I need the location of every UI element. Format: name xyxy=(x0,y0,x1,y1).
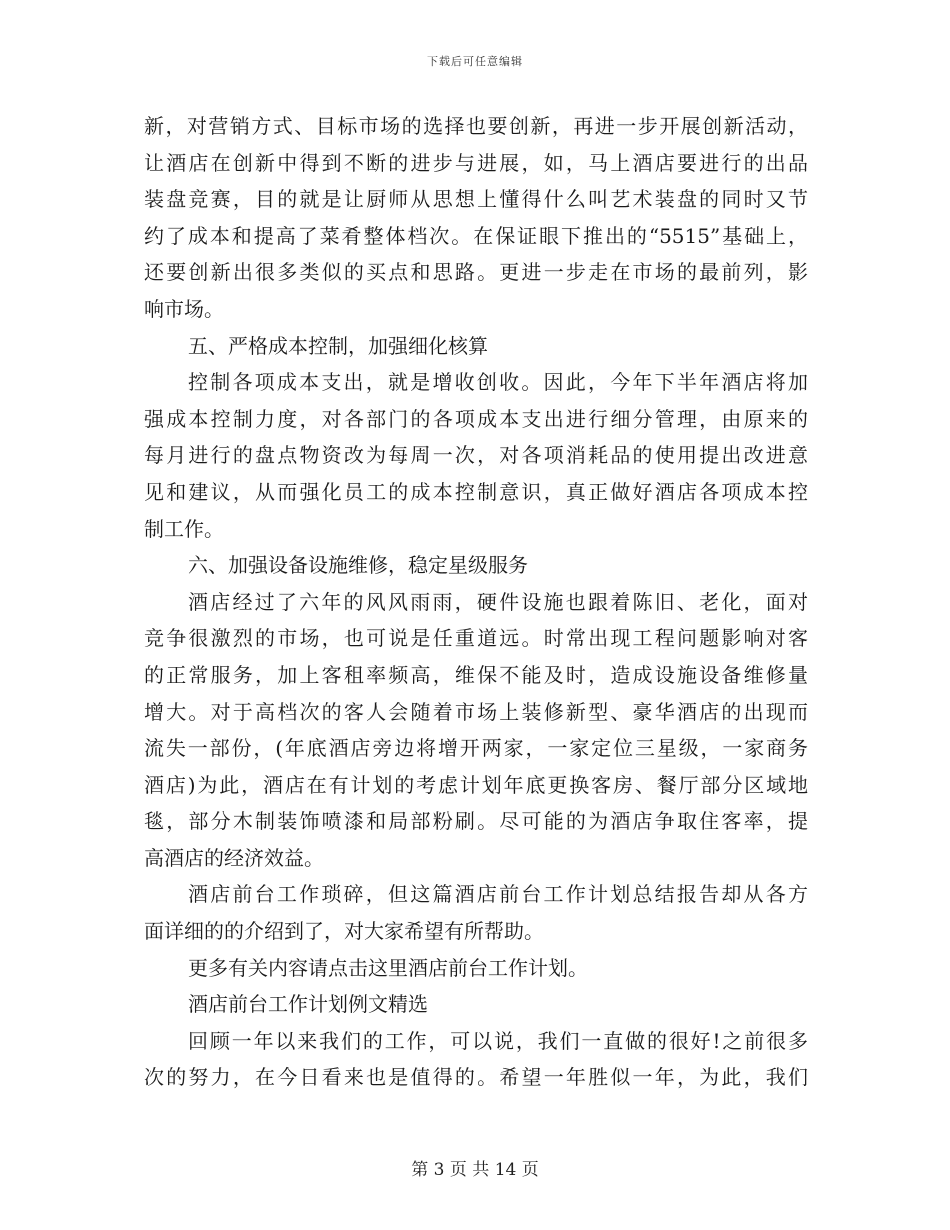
text-line: 高酒店的经济效益。 xyxy=(144,845,324,870)
text-line: 流失一部份，(年底酒店旁边将增开两家，一家定位三星级，一家商务 xyxy=(144,736,808,761)
text-line: 控制各项成本支出，就是增收创收。因此，今年下半年酒店将加 xyxy=(188,370,808,395)
text-line: 还要创新出很多类似的买点和思路。更进一步走在市场的最前列，影 xyxy=(144,260,808,285)
text-line: 让酒店在创新中得到不断的进步与进展，如，马上酒店要进行的出品 xyxy=(144,150,808,175)
text-line: 响市场。 xyxy=(144,296,224,321)
text-line: 见和建议，从而强化员工的成本控制意识，真正做好酒店各项成本控 xyxy=(144,479,808,504)
section-heading: 酒店前台工作计划例文精选 xyxy=(188,992,428,1017)
section-heading: 五、严格成本控制，加强细化核算 xyxy=(188,333,488,358)
text-line: 竞争很激烈的市场，也可说是任重道远。时常出现工程问题影响对客 xyxy=(144,626,808,651)
text-line: 制工作。 xyxy=(144,516,224,541)
text-line: 酒店)为此，酒店在有计划的考虑计划年底更换客房、餐厅部分区域地 xyxy=(144,772,808,797)
document-body xyxy=(144,108,808,1096)
text-line: 增大。对于高档次的客人会随着市场上装修新型、豪华酒店的出现而 xyxy=(144,699,808,724)
related-link-text: 更多有关内容请点击这里酒店前台工作计划。 xyxy=(188,955,588,980)
text-line: 的正常服务，加上客租率频高，维保不能及时，造成设施设备维修量 xyxy=(144,662,808,687)
text-line: 酒店经过了六年的风风雨雨，硬件设施也跟着陈旧、老化，面对 xyxy=(188,589,808,614)
text-line: 强成本控制力度，对各部门的各项成本支出进行细分管理，由原来的 xyxy=(144,406,808,431)
text-line: 酒店前台工作琐碎，但这篇酒店前台工作计划总结报告却从各方 xyxy=(188,882,808,907)
text-line: 新，对营销方式、目标市场的选择也要创新，再进一步开展创新活动， xyxy=(144,114,808,138)
text-line: 回顾一年以来我们的工作，可以说，我们一直做的很好!之前很多 xyxy=(188,1028,808,1053)
text-line: 毯，部分木制装饰喷漆和局部粉刷。尽可能的为酒店争取住客率，提 xyxy=(144,809,808,834)
text-line: 面详细的的介绍到了，对大家希望有所帮助。 xyxy=(144,919,544,944)
text-line: 次的努力，在今日看来也是值得的。希望一年胜似一年，为此，我们 xyxy=(144,1065,808,1090)
page-header-note: 下载后可任意编辑 xyxy=(427,55,523,68)
text-line: 约了成本和提高了菜肴整体档次。在保证眼下推出的“5515”基础上， xyxy=(144,223,808,248)
section-heading: 六、加强设备设施维修，稳定星级服务 xyxy=(188,553,528,578)
text-line: 每月进行的盘点物资改为每周一次，对各项消耗品的使用提出改进意 xyxy=(144,443,808,468)
text-line: 装盘竞赛，目的就是让厨师从思想上懂得什么叫艺术装盘的同时又节 xyxy=(144,187,808,212)
page-number: 第 3 页 共 14 页 xyxy=(411,1160,539,1180)
